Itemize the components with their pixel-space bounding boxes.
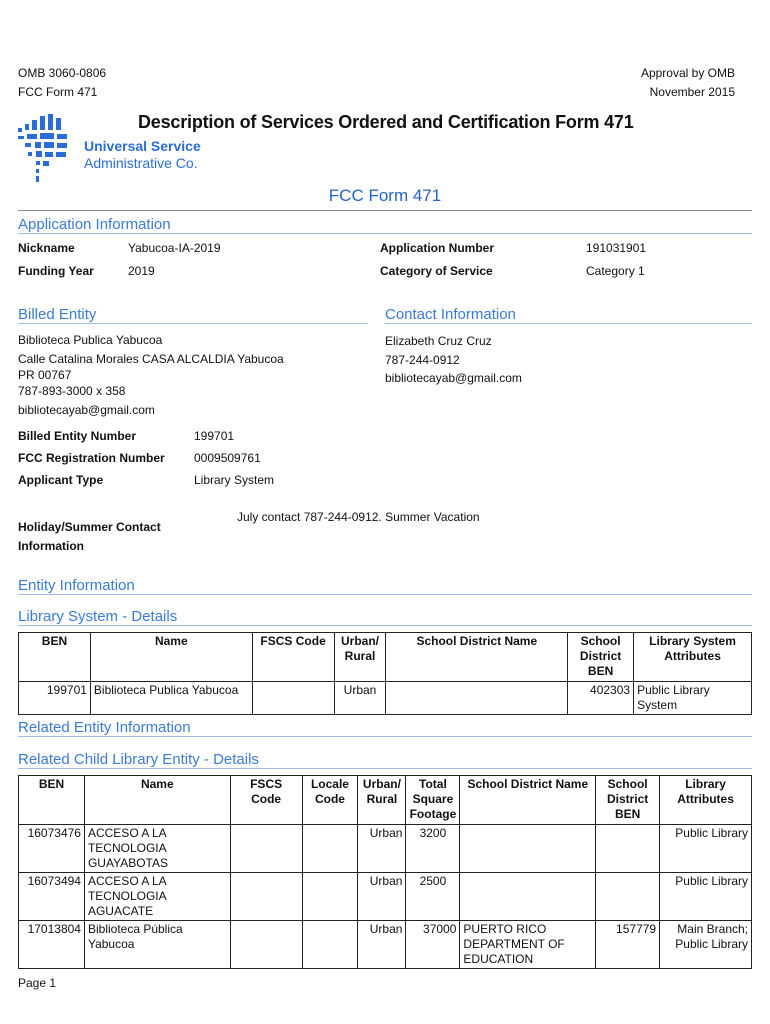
cell-attributes: Public Library System [634,682,752,715]
fcc-reg-value: 0009509761 [194,451,261,465]
form-number: FCC Form 471 [18,85,98,99]
cell-square-footage: 3200 [406,825,460,873]
cell-locale [302,873,358,921]
related-child-rule [18,768,752,769]
cell-school-district: PUERTO RICO DEPARTMENT OF EDUCATION [460,921,596,969]
library-system-table [18,632,752,715]
table-header-row [19,776,752,825]
cell-urban-rural: Urban [358,873,406,921]
holiday-label-line2: Information [18,539,84,553]
billed-entity-section-label: Billed Entity [18,306,97,323]
col-ben: BEN [19,776,85,825]
col-square-footage: Total Square Footage [406,776,460,825]
cell-name: Biblioteca Publica Yabucoa [90,682,252,715]
holiday-label-line1: Holiday/Summer Contact [18,520,161,534]
col-library-attributes: Library Attributes [660,776,752,825]
col-school-district-ben: School District BEN [568,633,634,682]
cell-fscs [230,825,302,873]
table-row [19,825,752,873]
col-urban-rural: Urban/ Rural [358,776,406,825]
related-child-table [18,775,752,969]
related-child-label: Related Child Library Entity - Details [18,751,259,768]
billed-entity-rule [18,323,368,324]
cell-school-district [386,682,568,715]
contact-phone: 787-244-0912 [385,352,460,367]
cell-urban-rural: Urban [334,682,386,715]
billed-entity-address-block [18,332,284,418]
cell-urban-rural: Urban [358,825,406,873]
col-name: Name [84,776,230,825]
ben-label: Billed Entity Number [18,429,137,443]
contact-section-label: Contact Information [385,306,516,323]
col-locale: Locale Code [302,776,358,825]
cell-ben: 17013804 [19,921,85,969]
cell-fscs [230,873,302,921]
applicant-type-value: Library System [194,473,275,487]
cell-attributes: Public Library [660,873,752,921]
category-label: Category of Service [380,264,493,278]
cell-locale [302,921,358,969]
nickname-label: Nickname [18,241,75,255]
cell-locale [302,825,358,873]
entity-info-section-label: Entity Information [18,577,135,594]
cell-square-footage: 37000 [406,921,460,969]
omb-number: OMB 3060-0806 [18,66,107,80]
fcc-reg-label: FCC Registration Number [18,451,165,465]
related-section-label: Related Entity Information [18,719,191,736]
col-school-district: School District Name [460,776,596,825]
cell-attributes: Public Library [660,825,752,873]
approval-block [641,64,735,102]
billed-entity-phone: 787-893-3000 x 358 [18,384,126,398]
funding-year-label: Funding Year [18,264,94,278]
billed-entity-address1: Calle Catalina Morales CASA ALCALDIA Yabucoa [18,352,284,366]
col-school-district: School District Name [386,633,568,682]
table-row [19,921,752,969]
related-child-title [18,751,259,768]
col-fscs: FSCS Code [230,776,302,825]
page-number: Page 1 [18,976,57,990]
cell-school-district-ben: 402303 [568,682,634,715]
cell-ben: 16073476 [19,825,85,873]
library-system-title [18,608,177,625]
cell-school-district-ben: 157779 [596,921,660,969]
approval-text: Approval by OMB [640,66,735,80]
col-fscs: FSCS Code [252,633,334,682]
funding-year-value: 2019 [128,264,155,278]
billed-entity-name: Biblioteca Publica Yabucoa [18,333,163,347]
cell-school-district-ben [596,825,660,873]
table-row [19,682,752,715]
application-number-value: 191031901 [586,241,647,255]
col-school-district-ben: School District BEN [596,776,660,825]
contact-email: bibliotecayab@gmail.com [385,371,522,385]
library-system-rule [18,625,752,626]
contact-name: Elizabeth Cruz Cruz [385,334,492,348]
approval-date: November 2015 [649,85,735,99]
cell-fscs [252,682,334,715]
cell-name: ACCESO A LA TECNOLOGIA AGUACATE [84,873,230,921]
title-divider [18,210,752,211]
billed-entity-section-title [18,306,96,323]
cell-school-district [460,825,596,873]
library-system-label: Library System - Details [18,608,178,625]
application-section-label: Application Information [18,216,171,233]
category-value: Category 1 [586,264,645,278]
related-section-rule [18,736,752,737]
entity-info-rule [18,594,752,595]
logo-line1: Universal Service [84,138,201,154]
application-number-label: Application Number [380,241,495,255]
cell-attributes: Main Branch; Public Library [660,921,752,969]
holiday-contact-label [18,518,161,556]
contact-section-rule [385,323,752,324]
cell-name: ACCESO A LA TECNOLOGIA GUAYABOTAS [84,825,230,873]
cell-fscs [230,921,302,969]
cell-ben: 16073494 [19,873,85,921]
entity-info-section-title [18,577,135,594]
cell-name: Biblioteca Pública Yabucoa [84,921,230,969]
cell-urban-rural: Urban [358,921,406,969]
contact-section-title [385,306,516,323]
omb-block [18,64,106,102]
table-header-row [19,633,752,682]
cell-ben: 199701 [19,682,91,715]
contact-block [385,332,522,388]
ben-value: 199701 [194,429,235,443]
related-section-title [18,719,191,736]
billed-entity-email: bibliotecayab@gmail.com [18,403,155,417]
cell-square-footage: 2500 [406,873,460,921]
main-title: Description of Services Ordered and Certification Form 471 [138,112,634,132]
col-urban-rural: Urban/ Rural [334,633,386,682]
applicant-type-label: Applicant Type [18,473,104,487]
application-section-rule [18,233,752,234]
form-title: FCC Form 471 [328,186,442,205]
billed-entity-address2: PR 00767 [18,368,72,382]
application-section-title [18,216,171,233]
nickname-value: Yabucoa-IA-2019 [128,241,221,255]
holiday-contact-value: July contact 787-244-0912. Summer Vacation [237,510,480,524]
col-name: Name [90,633,252,682]
col-library-system-attributes: Library System Attributes [634,633,752,682]
logo-line2: Administrative Co. [84,155,198,171]
cell-school-district [460,873,596,921]
cell-school-district-ben [596,873,660,921]
col-ben: BEN [19,633,91,682]
table-row [19,873,752,921]
